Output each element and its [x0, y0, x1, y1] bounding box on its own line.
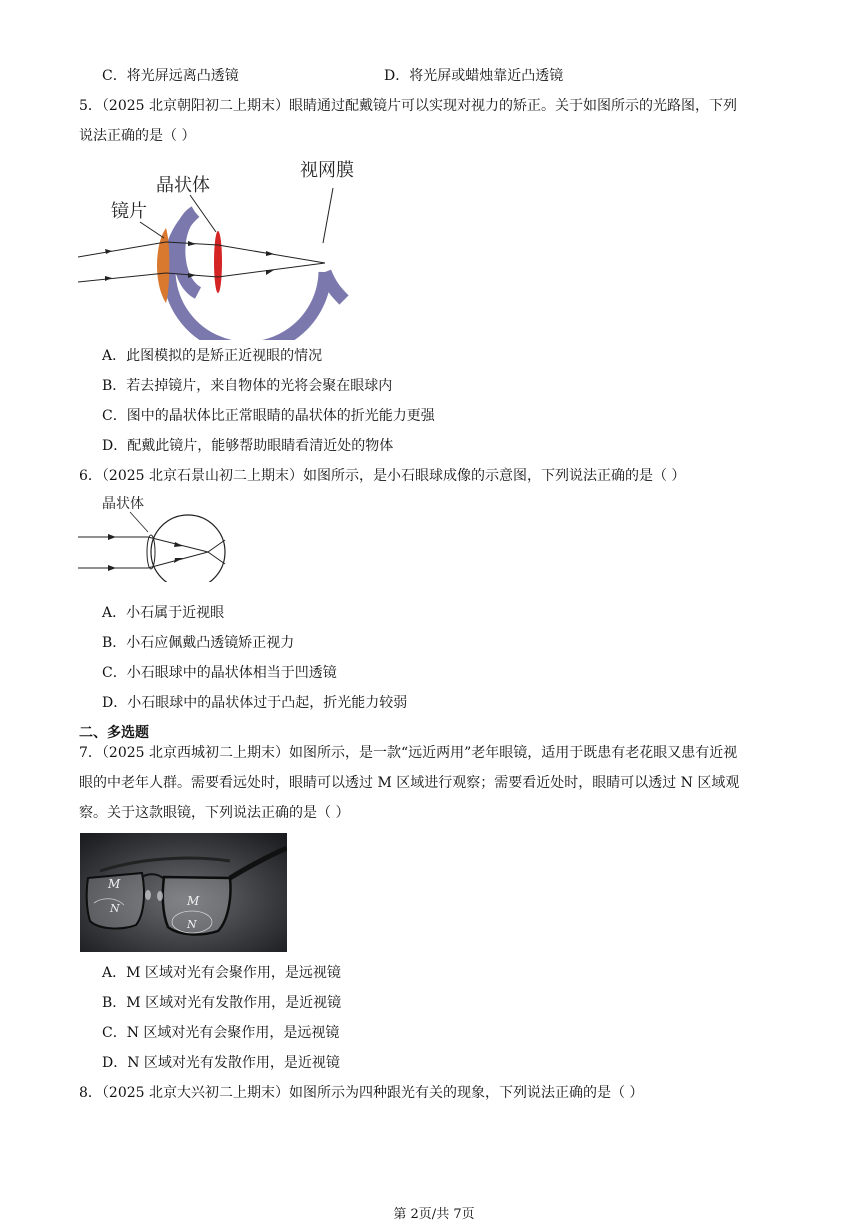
- q8-stem-line1: 8．（2025 北京大兴初二上期末）如图所示为四种跟光有关的现象，下列说法正确的是（ ）: [79, 1085, 644, 1101]
- q7-stem-line1: 7．（2025 北京西城初二上期末）如图所示，是一款“远近两用”老年眼镜，适用于既患有老花眼又患有近视: [79, 745, 738, 761]
- q7-option-c: C．N 区域对光有会聚作用，是远视镜: [102, 1025, 340, 1041]
- q5-option-b: B．若去掉镜片，来自物体的光将会聚在眼球内: [102, 378, 393, 394]
- q7-glasses-photo: [80, 833, 287, 952]
- photo-label-n-right: N: [187, 918, 197, 931]
- photo-label-n-left: N: [110, 902, 120, 915]
- section-heading-multiple-choice: 二、多选题: [79, 725, 149, 741]
- q6-label-crystalline-lens: 晶状体: [102, 496, 144, 512]
- q6-option-d: D．小石眼球中的晶状体过于凸起，折光能力较弱: [102, 695, 408, 711]
- eyeball-circle: [151, 515, 225, 582]
- q5-stem-line2: 说法正确的是（ ）: [79, 128, 196, 144]
- q7-stem-line2: 眼的中老年人群。需要看远处时，眼睛可以透过 M 区域进行观察；需要看近处时，眼睛可以透过 N 区域观: [79, 775, 740, 791]
- q7-stem-line3: 察。关于这款眼镜，下列说法正确的是（ ）: [79, 805, 350, 821]
- q4-option-c: C．将光屏远离凸透镜: [102, 68, 239, 84]
- q6-stem-line1: 6．（2025 北京石景山初二上期末）如图所示，是小石眼球成像的示意图，下列说法正确的是（ ）: [79, 468, 686, 484]
- q5-eye-diagram: [78, 150, 368, 340]
- photo-label-m-right: M: [187, 894, 200, 908]
- q7-option-a: A．M 区域对光有会聚作用，是远视镜: [102, 965, 341, 981]
- q6-option-c: C．小石眼球中的晶状体相当于凹透镜: [102, 665, 337, 681]
- page-footer: 第 2页/共 7页: [393, 1207, 475, 1222]
- q5-stem-line1: 5．（2025 北京朝阳初二上期末）眼睛通过配戴镜片可以实现对视力的矫正。关于如图所示的光路图，下列: [79, 98, 737, 114]
- q7-option-d: D．N 区域对光有发散作用，是近视镜: [102, 1055, 340, 1071]
- photo-label-m-left: M: [108, 877, 121, 891]
- crystalline-lens-shape: [214, 231, 222, 293]
- label-retina: 视网膜: [300, 160, 354, 181]
- light-rays: [78, 242, 325, 282]
- q4-option-d: D．将光屏或蜡烛靠近凸透镜: [384, 68, 564, 84]
- label-crystalline-lens: 晶状体: [156, 175, 210, 196]
- label-glasses-lens: 镜片: [111, 201, 147, 222]
- q6-option-b: B．小石应佩戴凸透镜矫正视力: [102, 635, 295, 651]
- eyeball-shape: [169, 212, 344, 340]
- q5-option-a: A．此图模拟的是矫正近视眼的情况: [102, 348, 323, 364]
- q5-option-c: C．图中的晶状体比正常眼睛的晶状体的折光能力更强: [102, 408, 435, 424]
- q5-option-d: D．配戴此镜片，能够帮助眼睛看清近处的物体: [102, 438, 394, 454]
- q6-eye-diagram: [78, 492, 238, 582]
- glasses-lens-shape: [157, 228, 169, 303]
- q6-option-a: A．小石属于近视眼: [102, 605, 225, 621]
- q7-option-b: B．M 区域对光有发散作用，是近视镜: [102, 995, 342, 1011]
